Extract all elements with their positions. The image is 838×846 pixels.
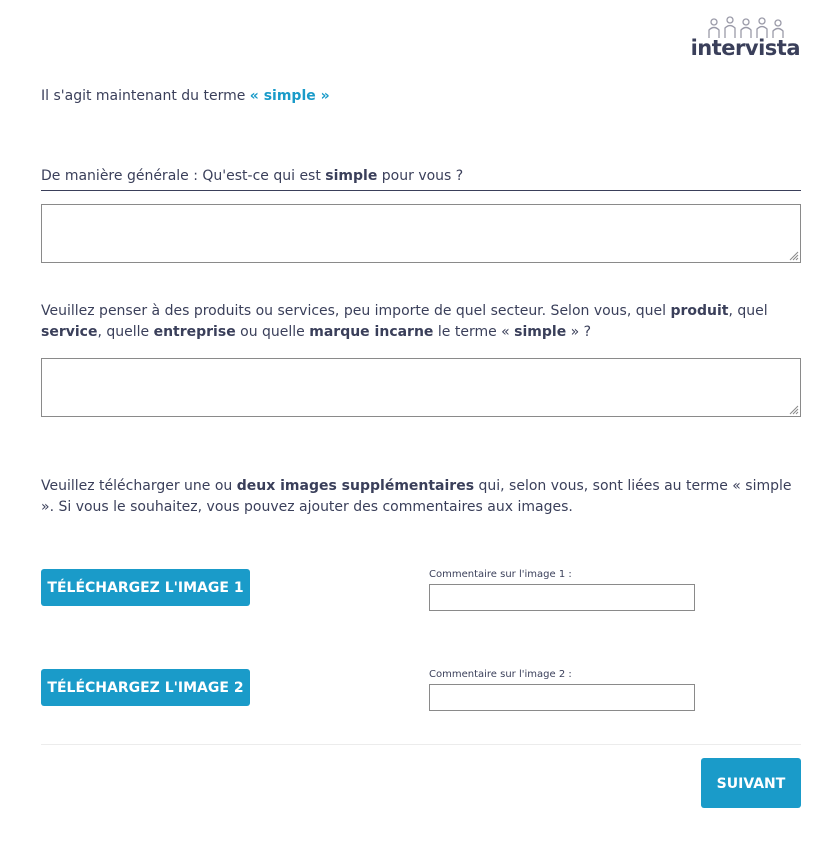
answer-1-container bbox=[41, 204, 801, 263]
comment-1-input[interactable] bbox=[429, 584, 695, 611]
q3-text-2: qui, selon vous, sont liées au terme « simple ». Si vous le souhaitez, vous pouvez ajouter des commentaires aux images. bbox=[41, 478, 792, 515]
answer-2-textarea[interactable] bbox=[41, 358, 801, 417]
answer-2-container bbox=[41, 358, 801, 417]
q3-bold-1: deux images supplémentaires bbox=[236, 478, 475, 494]
q3-text-1: Veuillez télécharger une ou bbox=[41, 478, 237, 494]
question-2-label bbox=[41, 301, 801, 343]
q1-text-1: De manière générale : Qu'est-ce qui est bbox=[41, 168, 326, 184]
logo-text: intervista bbox=[690, 36, 800, 60]
q2-bold-5: simple bbox=[514, 324, 567, 340]
divider bbox=[41, 744, 801, 745]
q1-bold-1: simple bbox=[325, 168, 378, 184]
upload-image-2-button[interactable]: TÉLÉCHARGEZ L'IMAGE 2 bbox=[41, 669, 250, 706]
answer-1-textarea[interactable] bbox=[41, 204, 801, 263]
q2-text-5: le terme « bbox=[433, 324, 515, 340]
q2-bold-2: service bbox=[41, 324, 98, 340]
intervista-logo bbox=[690, 16, 800, 60]
upload-image-1-button[interactable]: TÉLÉCHARGEZ L'IMAGE 1 bbox=[41, 569, 250, 606]
comment-1-label: Commentaire sur l'image 1 : bbox=[429, 569, 572, 580]
resize-grip-icon[interactable] bbox=[787, 403, 799, 415]
q2-text-6: » ? bbox=[566, 324, 592, 340]
question-3-label bbox=[41, 476, 801, 518]
q2-bold-3: entreprise bbox=[153, 324, 236, 340]
intro-term: « simple » bbox=[249, 88, 330, 104]
comment-2-label: Commentaire sur l'image 2 : bbox=[429, 669, 572, 680]
question-1-label bbox=[41, 168, 801, 191]
q2-text-2: , quel bbox=[728, 303, 768, 319]
comment-2-input[interactable] bbox=[429, 684, 695, 711]
resize-grip-icon[interactable] bbox=[787, 249, 799, 261]
q2-bold-4: marque incarne bbox=[309, 324, 434, 340]
q2-bold-1: produit bbox=[670, 303, 729, 319]
q2-text-3: , quelle bbox=[97, 324, 154, 340]
intro-label: Il s'agit maintenant du terme bbox=[41, 88, 250, 104]
intro-text bbox=[41, 88, 330, 104]
q2-text-4: ou quelle bbox=[235, 324, 310, 340]
q2-text-1: Veuillez penser à des produits ou services, peu importe de quel secteur. Selon vous, quel bbox=[41, 303, 671, 319]
next-button[interactable]: SUIVANT bbox=[701, 758, 801, 808]
q1-text-2: pour vous ? bbox=[377, 168, 464, 184]
